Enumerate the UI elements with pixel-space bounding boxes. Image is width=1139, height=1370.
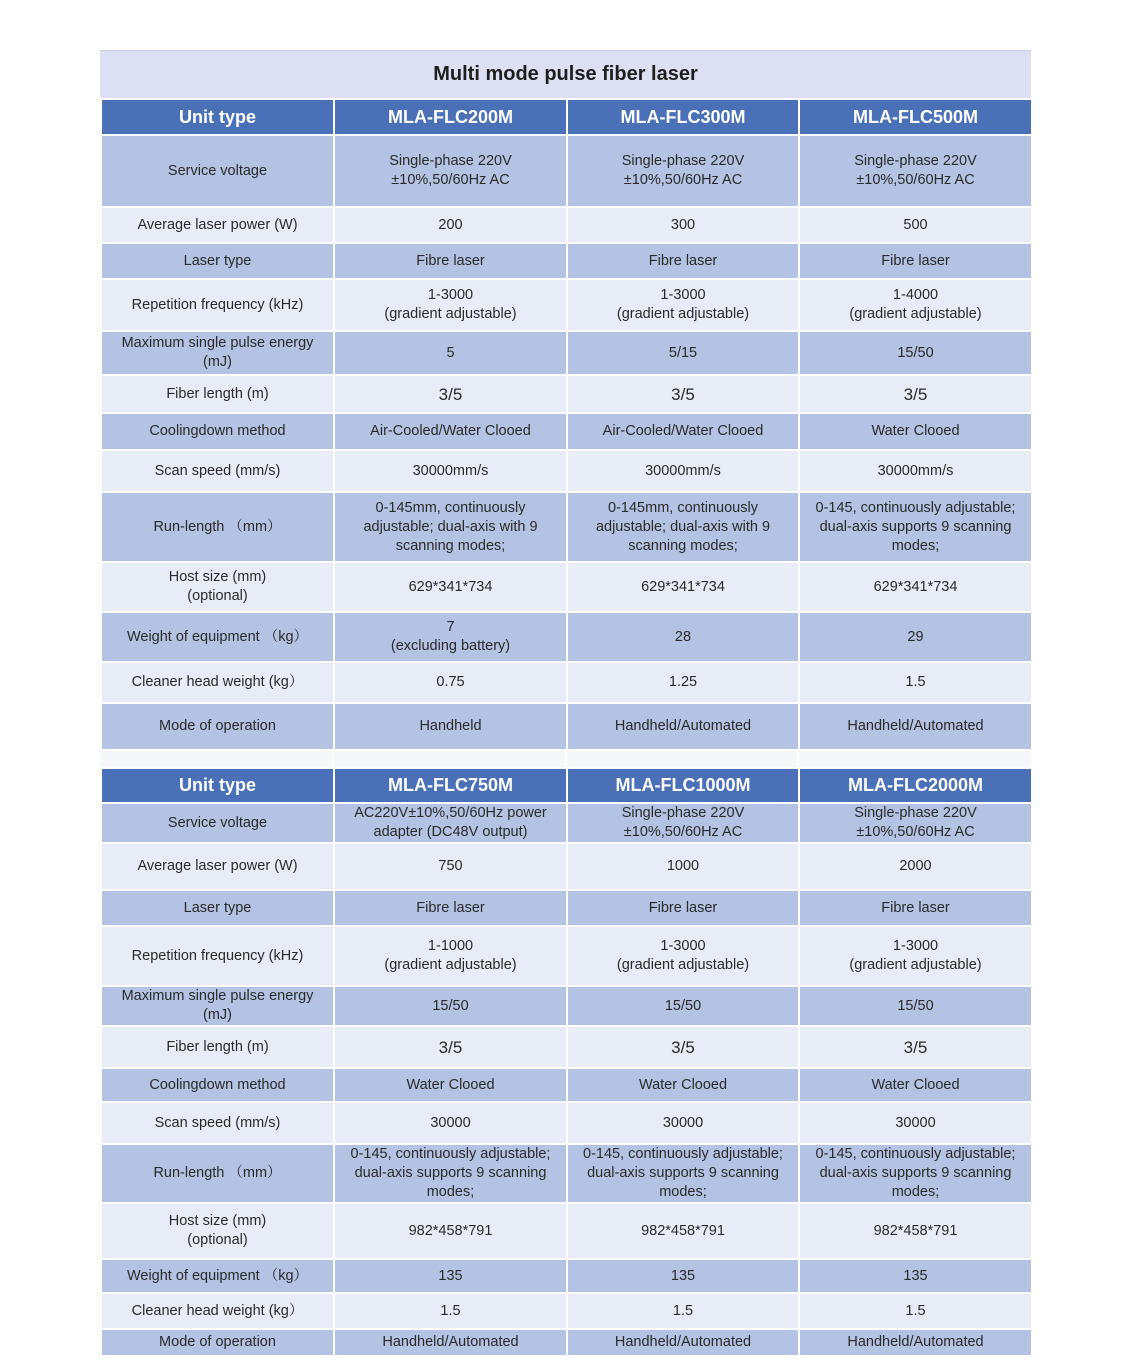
table-row	[101, 375, 1032, 413]
table-cell: Handheld/Automated	[799, 703, 1032, 750]
table-row	[101, 135, 1032, 207]
spec-table-2	[100, 767, 1033, 1357]
row-label: Weight of equipment （kg）	[101, 1259, 334, 1293]
table-cell: 0-145, continuously adjustable; dual-axis supports 9 scanning modes;	[334, 1144, 567, 1203]
table-cell: Water Clooed	[799, 413, 1032, 450]
table-cell: Fibre laser	[567, 890, 799, 926]
table-cell: Fibre laser	[799, 243, 1032, 279]
table-cell: 629*341*734	[799, 562, 1032, 612]
table-row	[101, 803, 1032, 843]
table-cell: Handheld/Automated	[567, 1329, 799, 1356]
table-cell: 1.5	[567, 1293, 799, 1329]
row-label: Maximum single pulse energy (mJ)	[101, 331, 334, 375]
table-cell: 135	[799, 1259, 1032, 1293]
table-row	[101, 243, 1032, 279]
table-row	[101, 703, 1032, 750]
row-label: Repetition frequency (kHz)	[101, 279, 334, 331]
spec-table-gap	[100, 751, 1031, 767]
table-cell: 3/5	[799, 375, 1032, 413]
table-cell: 5	[334, 331, 567, 375]
column-header-model: MLA-FLC750M	[334, 768, 567, 803]
row-label: Repetition frequency (kHz)	[101, 926, 334, 986]
table-cell: 135	[334, 1259, 567, 1293]
row-label: Host size (mm) (optional)	[101, 1203, 334, 1259]
column-header-model: MLA-FLC200M	[334, 99, 567, 135]
table-cell: Air-Cooled/Water Clooed	[334, 413, 567, 450]
table-cell: 0-145, continuously adjustable; dual-axis supports 9 scanning modes;	[799, 1144, 1032, 1203]
row-label: Scan speed (mm/s)	[101, 1102, 334, 1144]
row-label: Mode of operation	[101, 703, 334, 750]
table-cell: 0-145mm, continuously adjustable; dual-axis with 9 scanning modes;	[334, 492, 567, 562]
table-cell: 30000	[334, 1102, 567, 1144]
row-label: Scan speed (mm/s)	[101, 450, 334, 492]
row-label: Cleaner head weight (kg）	[101, 1293, 334, 1329]
header-row	[101, 768, 1032, 803]
table-cell: 1.5	[799, 662, 1032, 703]
table-row	[101, 986, 1032, 1026]
table-cell: 7 (excluding battery)	[334, 612, 567, 662]
column-header-model: MLA-FLC1000M	[567, 768, 799, 803]
table-cell: 30000mm/s	[799, 450, 1032, 492]
table-cell: 1.5	[334, 1293, 567, 1329]
table-row	[101, 331, 1032, 375]
table-cell: 629*341*734	[334, 562, 567, 612]
table-row	[101, 279, 1032, 331]
table-row	[101, 207, 1032, 243]
table-cell: 30000mm/s	[334, 450, 567, 492]
spec-sheet	[100, 50, 1031, 1357]
table-cell: 1000	[567, 843, 799, 890]
row-label: Laser type	[101, 243, 334, 279]
row-label: Coolingdown method	[101, 1068, 334, 1102]
spec-table-1	[100, 98, 1033, 751]
table-cell: 629*341*734	[567, 562, 799, 612]
table-cell: 3/5	[334, 375, 567, 413]
table-cell: 1-3000 (gradient adjustable)	[334, 279, 567, 331]
table-cell: 3/5	[799, 1026, 1032, 1068]
table-cell: Handheld/Automated	[567, 703, 799, 750]
column-header-model: MLA-FLC500M	[799, 99, 1032, 135]
table-cell: 500	[799, 207, 1032, 243]
table-cell: AC220V±10%,50/60Hz power adapter (DC48V output)	[334, 803, 567, 843]
table-cell: 1.5	[799, 1293, 1032, 1329]
table-row	[101, 926, 1032, 986]
row-label: Average laser power (W)	[101, 207, 334, 243]
table-cell: Water Clooed	[334, 1068, 567, 1102]
table-row	[101, 843, 1032, 890]
table-cell: 200	[334, 207, 567, 243]
table-row	[101, 1203, 1032, 1259]
row-label: Mode of operation	[101, 1329, 334, 1356]
column-header-unit-type: Unit type	[101, 768, 334, 803]
table-cell: Single-phase 220V ±10%,50/60Hz AC	[567, 803, 799, 843]
table-cell: 1-3000 (gradient adjustable)	[799, 926, 1032, 986]
table-row	[101, 1068, 1032, 1102]
table-row	[101, 1329, 1032, 1356]
header-row	[101, 99, 1032, 135]
table-cell: Fibre laser	[799, 890, 1032, 926]
table-cell: Single-phase 220V ±10%,50/60Hz AC	[799, 135, 1032, 207]
table-row	[101, 662, 1032, 703]
table-cell: 1-3000 (gradient adjustable)	[567, 279, 799, 331]
table-cell: 30000mm/s	[567, 450, 799, 492]
table-cell: Handheld	[334, 703, 567, 750]
table-cell: 1-1000 (gradient adjustable)	[334, 926, 567, 986]
table-cell: 15/50	[799, 331, 1032, 375]
table-cell: 1-3000 (gradient adjustable)	[567, 926, 799, 986]
column-header-model: MLA-FLC2000M	[799, 768, 1032, 803]
table-row	[101, 1144, 1032, 1203]
row-label: Maximum single pulse energy (mJ)	[101, 986, 334, 1026]
row-label: Run-length （mm）	[101, 492, 334, 562]
table-row	[101, 612, 1032, 662]
table-cell: 982*458*791	[799, 1203, 1032, 1259]
row-label: Run-length （mm）	[101, 1144, 334, 1203]
table-cell: 15/50	[799, 986, 1032, 1026]
table-cell: Fibre laser	[567, 243, 799, 279]
table-row	[101, 1259, 1032, 1293]
row-label: Laser type	[101, 890, 334, 926]
table-cell: 300	[567, 207, 799, 243]
table-row	[101, 450, 1032, 492]
table-row	[101, 890, 1032, 926]
table-row	[101, 562, 1032, 612]
table-cell: 15/50	[567, 986, 799, 1026]
row-label: Cleaner head weight (kg）	[101, 662, 334, 703]
column-header-unit-type: Unit type	[101, 99, 334, 135]
table-cell: Water Clooed	[567, 1068, 799, 1102]
table-cell: Handheld/Automated	[799, 1329, 1032, 1356]
table-cell: 2000	[799, 843, 1032, 890]
table-cell: 3/5	[567, 1026, 799, 1068]
table-cell: Water Clooed	[799, 1068, 1032, 1102]
table-cell: 3/5	[567, 375, 799, 413]
table-cell: 982*458*791	[334, 1203, 567, 1259]
table-cell: 3/5	[334, 1026, 567, 1068]
row-label: Average laser power (W)	[101, 843, 334, 890]
row-label: Coolingdown method	[101, 413, 334, 450]
table-cell: 30000	[799, 1102, 1032, 1144]
row-label: Service voltage	[101, 803, 334, 843]
table-cell: Fibre laser	[334, 890, 567, 926]
table-cell: 29	[799, 612, 1032, 662]
page-title: Multi mode pulse fiber laser	[100, 50, 1031, 98]
column-header-model: MLA-FLC300M	[567, 99, 799, 135]
table-cell: 982*458*791	[567, 1203, 799, 1259]
row-label: Fiber length (m)	[101, 375, 334, 413]
table-row	[101, 1026, 1032, 1068]
table-row	[101, 1102, 1032, 1144]
row-label: Fiber length (m)	[101, 1026, 334, 1068]
table-cell: Single-phase 220V ±10%,50/60Hz AC	[567, 135, 799, 207]
table-cell: Air-Cooled/Water Clooed	[567, 413, 799, 450]
table-cell: 0.75	[334, 662, 567, 703]
table-cell: 0-145, continuously adjustable; dual-axis supports 9 scanning modes;	[567, 1144, 799, 1203]
table-row	[101, 1293, 1032, 1329]
table-cell: 135	[567, 1259, 799, 1293]
table-cell: 1-4000 (gradient adjustable)	[799, 279, 1032, 331]
table-row	[101, 492, 1032, 562]
table-cell: Single-phase 220V ±10%,50/60Hz AC	[799, 803, 1032, 843]
table-cell: 5/15	[567, 331, 799, 375]
table-cell: 750	[334, 843, 567, 890]
table-cell: Single-phase 220V ±10%,50/60Hz AC	[334, 135, 567, 207]
table-row	[101, 413, 1032, 450]
row-label: Weight of equipment （kg）	[101, 612, 334, 662]
table-cell: 1.25	[567, 662, 799, 703]
table-cell: 15/50	[334, 986, 567, 1026]
table-cell: 0-145, continuously adjustable; dual-axis supports 9 scanning modes;	[799, 492, 1032, 562]
table-cell: 0-145mm, continuously adjustable; dual-axis with 9 scanning modes;	[567, 492, 799, 562]
row-label: Service voltage	[101, 135, 334, 207]
table-cell: 28	[567, 612, 799, 662]
table-cell: 30000	[567, 1102, 799, 1144]
table-cell: Fibre laser	[334, 243, 567, 279]
table-cell: Handheld/Automated	[334, 1329, 567, 1356]
row-label: Host size (mm) (optional)	[101, 562, 334, 612]
